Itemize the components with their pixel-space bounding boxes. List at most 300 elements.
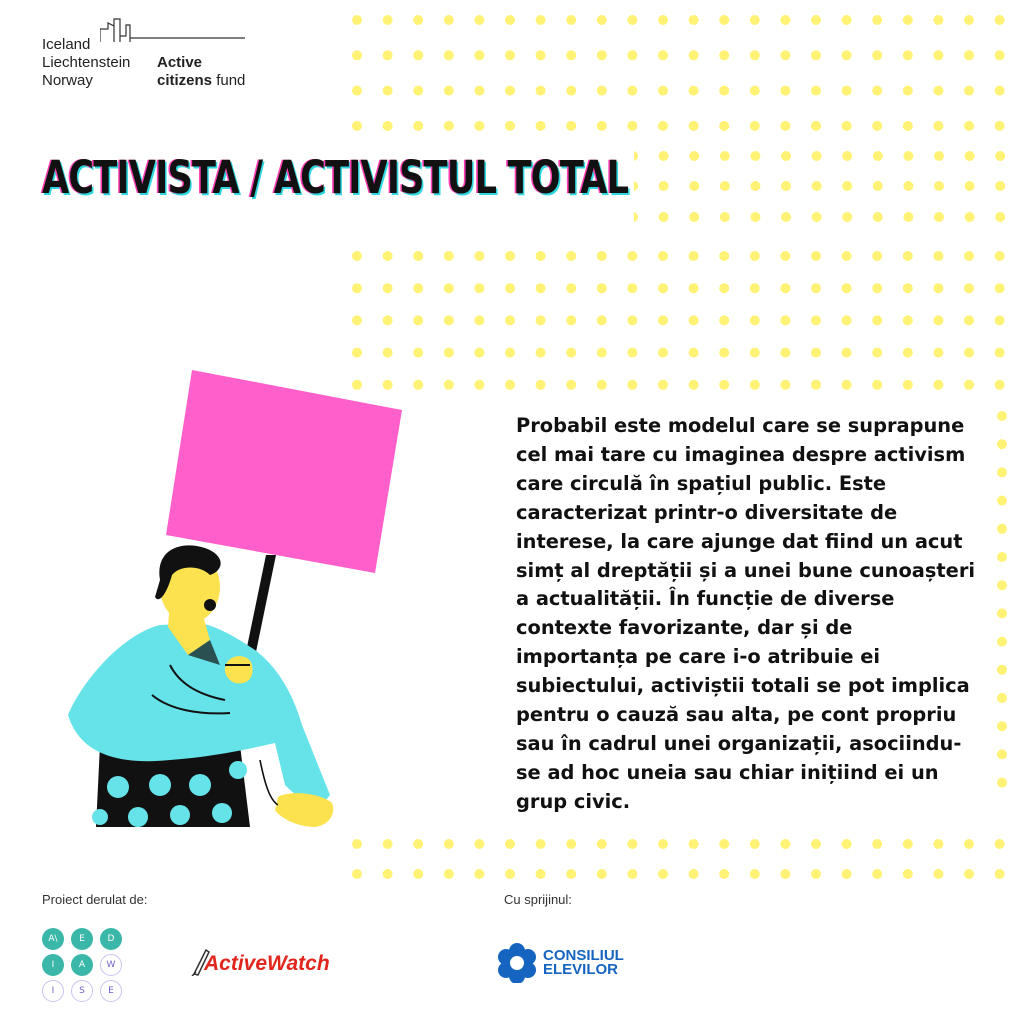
pattern-dot: [474, 348, 484, 358]
pattern-dot: [842, 251, 852, 261]
pattern-dot: [536, 283, 546, 293]
pattern-dot: [811, 315, 821, 325]
pattern-dot: [780, 839, 790, 849]
pattern-dot: [903, 15, 913, 25]
pattern-dot: [627, 283, 637, 293]
pattern-dot: [812, 212, 822, 222]
pattern-dot: [903, 251, 913, 261]
pattern-dot: [566, 15, 576, 25]
pattern-dot: [903, 869, 913, 879]
pattern-dot: [627, 15, 637, 25]
pattern-dot: [933, 121, 943, 131]
pattern-dot: [997, 467, 1007, 477]
pattern-dot: [658, 251, 668, 261]
consiliul-line-2: ELEVILOR: [543, 961, 619, 978]
pattern-dot: [444, 50, 454, 60]
pattern-dot: [719, 348, 729, 358]
pattern-dot: [689, 15, 699, 25]
pattern-dot: [444, 86, 454, 96]
pattern-dot: [689, 50, 699, 60]
pattern-dot: [505, 251, 515, 261]
pattern-dot: [352, 839, 362, 849]
pattern-dot: [474, 839, 484, 849]
pattern-dot: [474, 86, 484, 96]
pattern-dot: [689, 86, 699, 96]
pattern-dot: [413, 380, 423, 390]
pattern-dot: [995, 15, 1005, 25]
pattern-dot: [413, 315, 423, 325]
pattern-dot: [933, 50, 943, 60]
pattern-dot: [689, 315, 699, 325]
pattern-dot: [444, 380, 454, 390]
pattern-dot: [566, 251, 576, 261]
pattern-dot: [812, 181, 822, 191]
pattern-dot: [444, 251, 454, 261]
pattern-dot: [627, 869, 637, 879]
pattern-dot: [997, 608, 1007, 618]
activewatch-wordmark: ActiveWatch: [204, 952, 330, 975]
pattern-dot: [842, 15, 852, 25]
pattern-dot: [383, 348, 393, 358]
pattern-dot: [903, 348, 913, 358]
pattern-dot: [903, 839, 913, 849]
pattern-dot: [627, 348, 637, 358]
pattern-dot: [505, 315, 515, 325]
supported-by-label: Cu sprijinul:: [504, 892, 572, 907]
pattern-dot: [474, 15, 484, 25]
pattern-dot: [997, 524, 1007, 534]
pattern-dot: [872, 86, 882, 96]
mediawise-circle-4: I: [42, 954, 64, 976]
pattern-dot: [719, 839, 729, 849]
pattern-dot: [780, 15, 790, 25]
pattern-dot: [536, 50, 546, 60]
pattern-dot: [689, 839, 699, 849]
pattern-dot: [964, 15, 974, 25]
pattern-dot: [997, 439, 1007, 449]
pattern-dot: [474, 380, 484, 390]
pattern-dot: [597, 315, 607, 325]
pattern-dot: [811, 251, 821, 261]
pattern-dot: [781, 212, 791, 222]
pattern-dot: [719, 15, 729, 25]
pattern-dot: [597, 50, 607, 60]
pattern-dot: [444, 121, 454, 131]
pattern-dot: [444, 315, 454, 325]
pattern-dot: [689, 380, 699, 390]
pattern-dot: [505, 839, 515, 849]
pattern-dot: [934, 151, 944, 161]
pattern-dot: [873, 151, 883, 161]
pattern-dot: [689, 151, 699, 161]
pattern-dot: [811, 348, 821, 358]
mediawise-circle-5: A: [71, 954, 93, 976]
pattern-dot: [965, 181, 975, 191]
pattern-dot: [842, 315, 852, 325]
pattern-dot: [933, 839, 943, 849]
pattern-dot: [474, 251, 484, 261]
pattern-dot: [811, 283, 821, 293]
pattern-dot: [964, 869, 974, 879]
pattern-dot: [781, 181, 791, 191]
pattern-dot: [719, 50, 729, 60]
pattern-dot: [872, 348, 882, 358]
pattern-dot: [597, 283, 607, 293]
pattern-dot: [997, 496, 1007, 506]
pattern-dot: [627, 315, 637, 325]
pattern-dot: [536, 869, 546, 879]
pattern-dot: [750, 212, 760, 222]
pattern-dot: [964, 50, 974, 60]
pattern-dot: [658, 315, 668, 325]
pattern-dot: [383, 315, 393, 325]
pattern-dot: [750, 251, 760, 261]
pattern-dot: [413, 251, 423, 261]
pattern-dot: [903, 50, 913, 60]
pattern-dot: [444, 839, 454, 849]
pattern-dot: [750, 50, 760, 60]
pattern-dot: [933, 283, 943, 293]
mediawise-circle-1: A\: [42, 928, 64, 950]
mediawise-circle-3: D: [100, 928, 122, 950]
pattern-dot: [842, 50, 852, 60]
pattern-dot: [536, 380, 546, 390]
pattern-dot: [566, 283, 576, 293]
pattern-dot: [719, 86, 729, 96]
pattern-dot: [413, 283, 423, 293]
pattern-dot: [811, 380, 821, 390]
pattern-dot: [627, 839, 637, 849]
pattern-dot: [812, 151, 822, 161]
project-by-label: Proiect derulat de:: [42, 892, 148, 907]
pattern-dot: [997, 665, 1007, 675]
pattern-dot: [842, 181, 852, 191]
pattern-dot: [597, 251, 607, 261]
pattern-dot: [720, 212, 730, 222]
protester-illustration: [60, 365, 410, 835]
pattern-dot: [444, 15, 454, 25]
pattern-dot: [719, 121, 729, 131]
pattern-dot: [964, 283, 974, 293]
pattern-dot: [505, 15, 515, 25]
pattern-dot: [597, 839, 607, 849]
pattern-dot: [750, 839, 760, 849]
pattern-dot: [444, 348, 454, 358]
pattern-dot: [995, 86, 1005, 96]
pattern-dot: [720, 151, 730, 161]
pattern-dot: [750, 869, 760, 879]
pattern-dot: [933, 869, 943, 879]
pattern-dot: [811, 86, 821, 96]
pattern-dot: [873, 212, 883, 222]
pattern-dot: [995, 380, 1005, 390]
pattern-dot: [689, 869, 699, 879]
pattern-dot: [811, 15, 821, 25]
pattern-dot: [566, 121, 576, 131]
pattern-dot: [811, 121, 821, 131]
pattern-dot: [780, 869, 790, 879]
pattern-dot: [933, 251, 943, 261]
skyline-icon: [100, 14, 250, 44]
pattern-dot: [750, 380, 760, 390]
pattern-dot: [934, 212, 944, 222]
pattern-dot: [658, 15, 668, 25]
pattern-dot: [719, 380, 729, 390]
pattern-dot: [444, 869, 454, 879]
pattern-dot: [750, 121, 760, 131]
pattern-dot: [658, 348, 668, 358]
pattern-dot: [689, 283, 699, 293]
pattern-dot: [689, 181, 699, 191]
pattern-dot: [505, 348, 515, 358]
pattern-dot: [566, 315, 576, 325]
pattern-dot: [444, 283, 454, 293]
pattern-dot: [383, 121, 393, 131]
mediawise-circle-2: E: [71, 928, 93, 950]
pattern-dot: [903, 315, 913, 325]
pattern-dot: [505, 86, 515, 96]
pattern-dot: [781, 151, 791, 161]
pattern-dot: [903, 283, 913, 293]
pattern-dot: [997, 721, 1007, 731]
pattern-dot: [597, 15, 607, 25]
pattern-dot: [842, 839, 852, 849]
pattern-dot: [964, 839, 974, 849]
pattern-dot: [659, 151, 669, 161]
pattern-dot: [750, 86, 760, 96]
pattern-dot: [780, 283, 790, 293]
pattern-dot: [352, 348, 362, 358]
pattern-dot: [997, 749, 1007, 759]
pattern-dot: [505, 283, 515, 293]
mediawise-logo: [42, 928, 132, 1008]
pattern-dot: [842, 380, 852, 390]
logo-active: Active: [157, 54, 203, 71]
pattern-dot: [750, 15, 760, 25]
eea-grants-logo: [42, 14, 252, 94]
pattern-dot: [995, 212, 1005, 222]
pattern-dot: [872, 121, 882, 131]
pattern-dot: [750, 283, 760, 293]
pattern-dot: [505, 380, 515, 390]
pattern-dot: [872, 251, 882, 261]
pattern-dot: [597, 380, 607, 390]
pattern-dot: [658, 380, 668, 390]
pattern-dot: [566, 869, 576, 879]
pattern-dot: [474, 50, 484, 60]
pattern-dot: [627, 121, 637, 131]
pattern-dot: [750, 151, 760, 161]
mediawise-circle-9: E: [100, 980, 122, 1002]
pattern-dot: [873, 181, 883, 191]
pattern-dot: [689, 348, 699, 358]
page-title: ACTIVISTA / ACTIVISTUL TOTAL: [42, 151, 629, 204]
pattern-dot: [413, 839, 423, 849]
pattern-dot: [659, 181, 669, 191]
pattern-dot: [566, 50, 576, 60]
pattern-dot: [719, 315, 729, 325]
pattern-dot: [383, 86, 393, 96]
pattern-dot: [566, 86, 576, 96]
pattern-dot: [964, 251, 974, 261]
pattern-dot: [964, 380, 974, 390]
pattern-dot: [383, 283, 393, 293]
pattern-dot: [842, 348, 852, 358]
pattern-dot: [627, 50, 637, 60]
pattern-dot: [842, 151, 852, 161]
pattern-dot: [965, 151, 975, 161]
description-paragraph: Probabil este modelul care se suprapune cel mai tare cu imaginea despre activism care circulă în spațiul public. Este caracterizat printr-o diversitate de interese, la care ajunge dat fiind un acut simț al dreptății și a unei bune cunoașteri a actualității. În funcție de diverse contexte favorizante, dar și de importanța pe care i-o atribuie ei subiectului, activiștii totali se pot implica pentru o cauză sau alta, pe cont propriu sau în cadrul unei organizații, asociindu-se ad hoc uneia sau chiar inițiind ei un grup civic.: [516, 414, 976, 813]
pattern-dot: [689, 251, 699, 261]
pattern-dot: [780, 348, 790, 358]
pattern-dot: [413, 348, 423, 358]
pattern-dot: [352, 869, 362, 879]
pattern-dot: [933, 380, 943, 390]
pattern-dot: [995, 348, 1005, 358]
pattern-dot: [597, 348, 607, 358]
pattern-dot: [934, 181, 944, 191]
logo-country-2: Liechtenstein: [42, 54, 131, 71]
pattern-dot: [933, 15, 943, 25]
pattern-dot: [995, 839, 1005, 849]
pattern-dot: [352, 86, 362, 96]
pattern-dot: [597, 869, 607, 879]
mediawise-circle-6: W: [100, 954, 122, 976]
pattern-dot: [872, 50, 882, 60]
pattern-dot: [995, 283, 1005, 293]
pattern-dot: [903, 181, 913, 191]
pattern-dot: [383, 869, 393, 879]
pattern-dot: [566, 839, 576, 849]
pattern-dot: [536, 86, 546, 96]
pattern-dot: [842, 869, 852, 879]
pattern-dot: [903, 86, 913, 96]
logo-fund: fund: [212, 72, 246, 89]
pattern-dot: [413, 86, 423, 96]
pattern-dot: [997, 778, 1007, 788]
pattern-dot: [995, 315, 1005, 325]
pattern-dot: [997, 552, 1007, 562]
pattern-dot: [474, 121, 484, 131]
pattern-dot: [720, 181, 730, 191]
pattern-dot: [536, 121, 546, 131]
pattern-dot: [474, 283, 484, 293]
pattern-dot: [658, 86, 668, 96]
mediawise-circle-7: I: [42, 980, 64, 1002]
consiliul-elevilor-logo: [497, 943, 637, 983]
pattern-dot: [627, 86, 637, 96]
pattern-dot: [872, 869, 882, 879]
consiliul-line-1: CONSILIUL: [543, 947, 624, 964]
pattern-dot: [780, 121, 790, 131]
logo-citizens: citizens: [157, 72, 213, 89]
pattern-dot: [659, 212, 669, 222]
pattern-dot: [627, 251, 637, 261]
pattern-dot: [995, 151, 1005, 161]
pattern-dot: [505, 50, 515, 60]
pattern-dot: [352, 251, 362, 261]
pattern-dot: [964, 86, 974, 96]
pattern-dot: [750, 348, 760, 358]
pattern-dot: [505, 869, 515, 879]
pattern-dot: [933, 348, 943, 358]
pattern-dot: [597, 86, 607, 96]
pattern-dot: [658, 50, 668, 60]
logo-country-3: Norway: [42, 72, 93, 89]
pattern-dot: [597, 121, 607, 131]
pattern-dot: [933, 315, 943, 325]
mediawise-circle-8: S: [71, 980, 93, 1002]
pattern-dot: [842, 86, 852, 96]
pattern-dot: [658, 839, 668, 849]
logo-citizens-fund: [157, 71, 245, 90]
pattern-dot: [413, 869, 423, 879]
pattern-dot: [383, 15, 393, 25]
pattern-dot: [536, 315, 546, 325]
pattern-dot: [995, 869, 1005, 879]
pattern-dot: [750, 181, 760, 191]
pattern-dot: [658, 869, 668, 879]
pattern-dot: [780, 315, 790, 325]
pattern-dot: [842, 121, 852, 131]
pattern-dot: [780, 380, 790, 390]
pattern-dot: [811, 839, 821, 849]
pattern-dot: [383, 50, 393, 60]
pattern-dot: [997, 580, 1007, 590]
sign-board: [166, 370, 402, 573]
pattern-dot: [903, 121, 913, 131]
pattern-dot: [997, 411, 1007, 421]
pattern-dot: [903, 151, 913, 161]
pattern-dot: [352, 283, 362, 293]
pattern-dot: [658, 121, 668, 131]
pattern-dot: [689, 212, 699, 222]
pattern-dot: [964, 315, 974, 325]
pattern-dot: [750, 315, 760, 325]
pattern-dot: [474, 869, 484, 879]
pattern-dot: [566, 380, 576, 390]
pattern-dot: [352, 315, 362, 325]
pattern-dot: [780, 86, 790, 96]
pattern-dot: [811, 50, 821, 60]
pattern-dot: [780, 251, 790, 261]
pattern-dot: [383, 839, 393, 849]
pattern-dot: [872, 283, 882, 293]
pattern-dot: [689, 121, 699, 131]
pattern-dot: [964, 348, 974, 358]
pattern-dot: [903, 380, 913, 390]
pattern-dot: [719, 283, 729, 293]
pattern-dot: [872, 15, 882, 25]
pattern-dot: [965, 212, 975, 222]
pattern-dot: [658, 283, 668, 293]
pattern-dot: [627, 380, 637, 390]
pattern-dot: [995, 121, 1005, 131]
pattern-dot: [536, 15, 546, 25]
pattern-dot: [964, 121, 974, 131]
pattern-dot: [352, 121, 362, 131]
pattern-dot: [995, 181, 1005, 191]
pattern-dot: [536, 348, 546, 358]
logo-country-1: Iceland: [42, 36, 91, 53]
pattern-dot: [842, 283, 852, 293]
pattern-dot: [505, 121, 515, 131]
pattern-dot: [872, 380, 882, 390]
pattern-dot: [995, 50, 1005, 60]
pattern-dot: [780, 50, 790, 60]
pattern-dot: [872, 315, 882, 325]
pattern-dot: [352, 50, 362, 60]
